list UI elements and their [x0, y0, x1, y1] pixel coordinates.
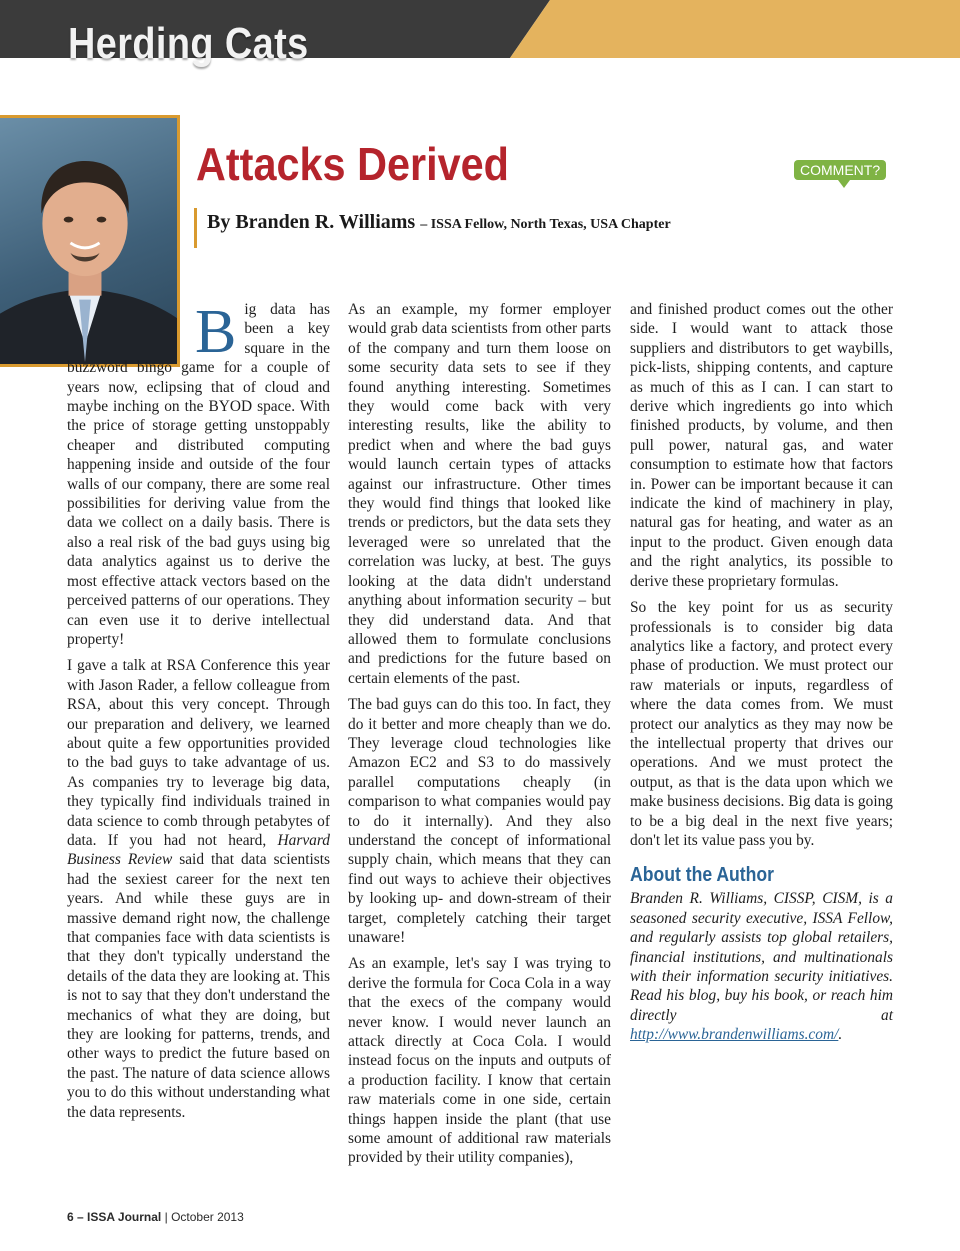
byline-accent-bar: [194, 208, 197, 248]
article-column-1: [67, 300, 330, 1129]
issue-date: October 2013: [171, 1210, 244, 1224]
paragraph: The bad guys can do this too. In fact, they do it better and more cheaply than we do. They leverage cloud technologies like Amazon EC2 and S3 to do massively parallel computations cheaply (in comparison to what companies would pay to do it internally). And they also understand the concept of informational supply chain, which means that they can find out ways to achieve their objectives by looking up- and down-stream of their target, completely catching their target unaware!: [348, 696, 611, 946]
paragraph: As an example, let's say I was trying to derive the formula for Coca Cola in a way that the execs of the company would never know. I would never launch an attack directly at Coca Cola. I would instead focus on the inputs and outputs of a production facility. I know that certain raw materials come in one side, certain things happen inside the plant (that use some amount of additional raw materials provided by their utility companies),: [348, 955, 611, 1167]
article-column-2: [348, 300, 611, 1175]
article-title: Attacks Derived: [196, 138, 509, 190]
about-author-heading: About the Author: [630, 864, 775, 887]
drop-cap: B: [195, 298, 237, 366]
paragraph: I gave a talk at RSA Conference this year with Jason Rader, a fellow colleague from RSA, about this very concept. Through our preparation and delivery, we learned about quite a few opportunities provided to the bad guys to take advantage of us. As companies try to leverage big data, they typically find individuals trained in data science to comb through petabytes of data. If you had not heard, Harvard Business Review said that data scientists had the sexiest career for the next ten years. And while these guys are in massive demand right now, the challenge that companies face with data scientists is that they don't typically understand the details of the data they are looking at. This is not to say that they don't understand the mechanics of what they are doing, but they are looking for patterns, trends, and other ways to predict the future based on the past. The nature of data science allows you to do this without understanding what the data represents.: [67, 657, 330, 1121]
article-column-3: [630, 300, 893, 1052]
comment-button[interactable]: COMMENT?: [794, 160, 886, 180]
paragraph: So the key point for us as security professionals is to consider big data analytics like a factory, and protect every phase of production. We must protect our raw materials or inputs, regardless of where the data comes from. We must protect our analytics as they may now be the intellectual property that drives our operations. And we must protect the output, as that is the data upon which we make business decisions. Big data is going to be a big deal in the next five years; don't let its value pass you by.: [630, 599, 893, 849]
byline-author: By Branden R. Williams: [207, 211, 416, 233]
publication-name: Harvard Business Review: [67, 831, 330, 869]
byline: [207, 209, 671, 238]
author-bio: Branden R. Williams, CISSP, CISM, is a seasoned security executive, ISSA Fellow, and regularly assists top global retailers, financial institutions, and multinationals with their information security initiatives. Read his blog, buy his book, or reach him directly at http://www.brandenwilliams.com/.: [630, 890, 893, 1044]
paragraph: Big data has been a key square in the buzzword bingo game for a couple of years now, eclipsing that of cloud and maybe inching on the BYOD space. With the price of storage getting unstoppably cheaper and distributed computing happening inside and outside of the four walls of our company, there are some real possibilities for deriving value from the data we collect on a daily basis. There is also a real risk of the bad guys using big data analytics against us to derive the most effective attack vectors based on the perceived patterns of our operations. They can even use it to derive intellectual property!: [67, 298, 330, 648]
page-footer: 6 – ISSA Journal | October 2013: [67, 1210, 244, 1224]
paragraph: and finished product comes out the other side. I would want to attack those suppliers and distributors to get waybills, pick-lists, shipping contents, and capture as much of this as I can. I can start to derive which ingredients go into which finished products, by volume, and then pull power, natural gas, and water consumption to estimate how that factors in. Power can be important because it can indicate the kind of machinery in play, natural gas for heating, and water as an input to the product. Given enough data and the right analytics, its possible to derive these proprietary formulas.: [630, 301, 893, 590]
byline-affiliation: – ISSA Fellow, North Texas, USA Chapter: [420, 217, 671, 232]
paragraph: As an example, my former employer would grab data scientists from other parts of the company and turn them loose on some security data sets to see if they found anything interesting. Sometimes they would come back with very interesting results, like the ability to predict when and where the bad guys would launch certain types of attacks against our infrastructure. Other times they would find things that looked like trends or predictors, but the data sets they leveraged were so unrelated that the correlation was lucky, at best. The guys looking at the data didn't understand anything about information security – but they did understand data. And that allowed them to formulate conclusions and predictions for the future based on certain elements of the past.: [348, 301, 611, 687]
page-number: 6 – ISSA Journal: [67, 1210, 162, 1224]
author-website-link[interactable]: http://www.brandenwilliams.com/: [630, 1026, 839, 1044]
section-title: Herding Cats: [68, 19, 309, 68]
